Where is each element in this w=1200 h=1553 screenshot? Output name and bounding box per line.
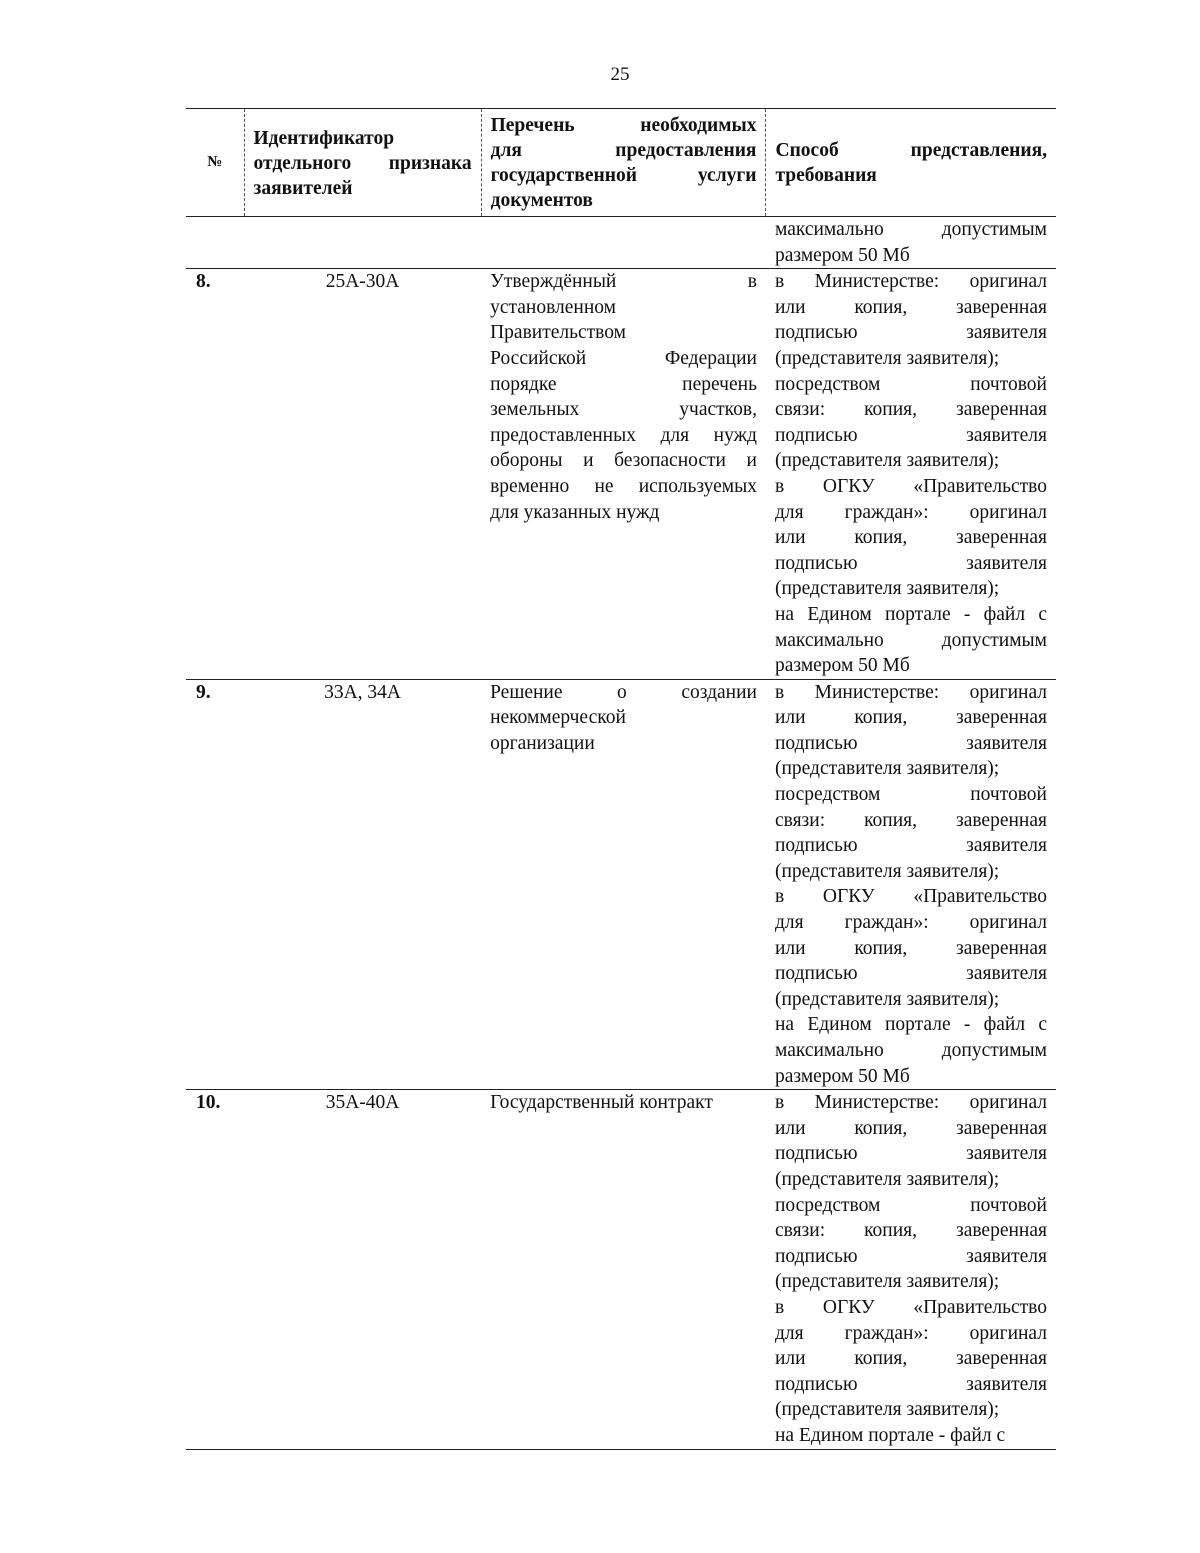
method-line: связи: копия, заверенная bbox=[774, 1220, 1047, 1242]
method-line: подписью заявителя bbox=[774, 424, 1047, 446]
row-identifier: 25А-30А bbox=[244, 269, 481, 680]
table-row bbox=[186, 269, 1056, 680]
header-identifier-line: Идентификатор bbox=[253, 127, 395, 149]
method-line: посредством почтовой bbox=[774, 1194, 1047, 1216]
continuation-method-cell bbox=[766, 217, 1056, 269]
documents-line: Утверждённый в bbox=[490, 271, 757, 293]
documents-line: Решение о создании bbox=[490, 681, 757, 703]
method-line: подписью заявителя bbox=[774, 552, 1047, 574]
requirements-table bbox=[186, 108, 1056, 1450]
documents-line: земельных участков, bbox=[490, 399, 757, 421]
method-line: на Едином портале - файл с bbox=[774, 1424, 1006, 1446]
method-line: (представителя заявителя); bbox=[774, 578, 1000, 600]
method-line: подписью заявителя bbox=[774, 322, 1047, 344]
row-documents bbox=[481, 679, 766, 1090]
row-documents bbox=[481, 269, 766, 680]
method-line: (представителя заявителя); bbox=[774, 988, 1000, 1010]
method-line: посредством почтовой bbox=[774, 784, 1047, 806]
method-line: или копия, заверенная bbox=[774, 707, 1047, 729]
row-number: 10. bbox=[186, 1090, 244, 1449]
row-identifier: 35А-40А bbox=[244, 1090, 481, 1449]
method-line: (представителя заявителя); bbox=[774, 758, 1000, 780]
method-line: на Едином портале - файл с bbox=[774, 1014, 1047, 1036]
header-documents-line: для предоставления bbox=[490, 140, 757, 161]
documents-line: для указанных нужд bbox=[490, 501, 660, 523]
header-number: № bbox=[186, 109, 244, 217]
continuation-row bbox=[186, 217, 1056, 269]
method-line: связи: копия, заверенная bbox=[774, 399, 1047, 421]
header-documents-line: государственной услуги bbox=[490, 165, 757, 186]
row-method bbox=[766, 1090, 1056, 1449]
row-method bbox=[766, 679, 1056, 1090]
documents-line: организации bbox=[490, 732, 595, 754]
method-line: в ОГКУ «Правительство bbox=[774, 1296, 1047, 1318]
header-identifier-line: заявителей bbox=[253, 177, 353, 199]
documents-line: порядке перечень bbox=[490, 373, 757, 395]
documents-line: предоставленных для нужд bbox=[490, 424, 757, 446]
documents-line: Российской Федерации bbox=[490, 347, 757, 369]
header-identifier-line: отдельного признака bbox=[253, 152, 472, 174]
method-line: максимально допустимым bbox=[774, 1040, 1047, 1061]
method-line: подписью заявителя bbox=[774, 1245, 1047, 1267]
documents-line: Государственный контракт bbox=[490, 1092, 713, 1114]
row-method bbox=[766, 269, 1056, 680]
method-line: или копия, заверенная bbox=[774, 1117, 1047, 1139]
header-method-line: Способ представления, bbox=[775, 140, 1047, 161]
method-line: подписью заявителя bbox=[774, 732, 1047, 754]
method-line: связи: копия, заверенная bbox=[774, 809, 1047, 831]
header-documents bbox=[481, 109, 766, 217]
method-line: размером 50 Мб bbox=[774, 655, 910, 677]
header-method-line: требования bbox=[775, 165, 877, 186]
method-line: подписью заявителя bbox=[774, 1143, 1047, 1165]
method-line: или копия, заверенная bbox=[774, 1348, 1047, 1370]
method-line: (представителя заявителя); bbox=[774, 860, 1000, 882]
method-line: или копия, заверенная bbox=[774, 937, 1047, 959]
page-number: 25 bbox=[610, 64, 630, 85]
method-line: для граждан»: оригинал bbox=[774, 501, 1047, 523]
method-line: (представителя заявителя); bbox=[774, 450, 1000, 472]
header-identifier bbox=[244, 109, 481, 217]
method-line: в ОГКУ «Правительство bbox=[774, 886, 1047, 908]
method-line: посредством почтовой bbox=[774, 373, 1047, 395]
method-line: размером 50 Мб bbox=[774, 244, 910, 266]
documents-line: установленном bbox=[490, 296, 617, 318]
documents-line: некоммерческой bbox=[490, 707, 626, 729]
method-line: или копия, заверенная bbox=[774, 296, 1047, 318]
method-line: для граждан»: оригинал bbox=[774, 912, 1047, 934]
method-line: на Едином портале - файл с bbox=[774, 603, 1047, 625]
method-line: размером 50 Мб bbox=[774, 1065, 910, 1087]
method-line: (представителя заявителя); bbox=[774, 1168, 1000, 1190]
method-line: в ОГКУ «Правительство bbox=[774, 475, 1047, 497]
method-line: в Министерстве: оригинал bbox=[774, 1092, 1047, 1114]
row-number: 8. bbox=[186, 269, 244, 680]
table-header-row bbox=[186, 109, 1056, 217]
method-line: максимально допустимым bbox=[774, 219, 1047, 240]
method-line: или копия, заверенная bbox=[774, 527, 1047, 549]
documents-line: обороны и безопасности и bbox=[490, 450, 757, 472]
row-identifier: 33А, 34А bbox=[244, 679, 481, 1090]
method-line: для граждан»: оригинал bbox=[774, 1322, 1047, 1344]
header-documents-line: документов bbox=[490, 190, 593, 211]
method-line: (представителя заявителя); bbox=[774, 1271, 1000, 1293]
method-line: подписью заявителя bbox=[774, 963, 1047, 985]
row-number: 9. bbox=[186, 679, 244, 1090]
method-line: подписью заявителя bbox=[774, 1373, 1047, 1395]
method-line: в Министерстве: оригинал bbox=[774, 681, 1047, 703]
documents-line: временно не используемых bbox=[490, 475, 757, 497]
table-row bbox=[186, 679, 1056, 1090]
method-line: подписью заявителя bbox=[774, 835, 1047, 857]
row-documents bbox=[481, 1090, 766, 1449]
method-line: (представителя заявителя); bbox=[774, 347, 1000, 369]
header-documents-line: Перечень необходимых bbox=[490, 115, 757, 136]
method-line: (представителя заявителя); bbox=[774, 1399, 1000, 1421]
method-line: максимально допустимым bbox=[774, 629, 1047, 651]
table-row bbox=[186, 1090, 1056, 1449]
method-line: в Министерстве: оригинал bbox=[774, 271, 1047, 293]
header-method bbox=[766, 109, 1056, 217]
documents-line: Правительством bbox=[490, 322, 626, 344]
